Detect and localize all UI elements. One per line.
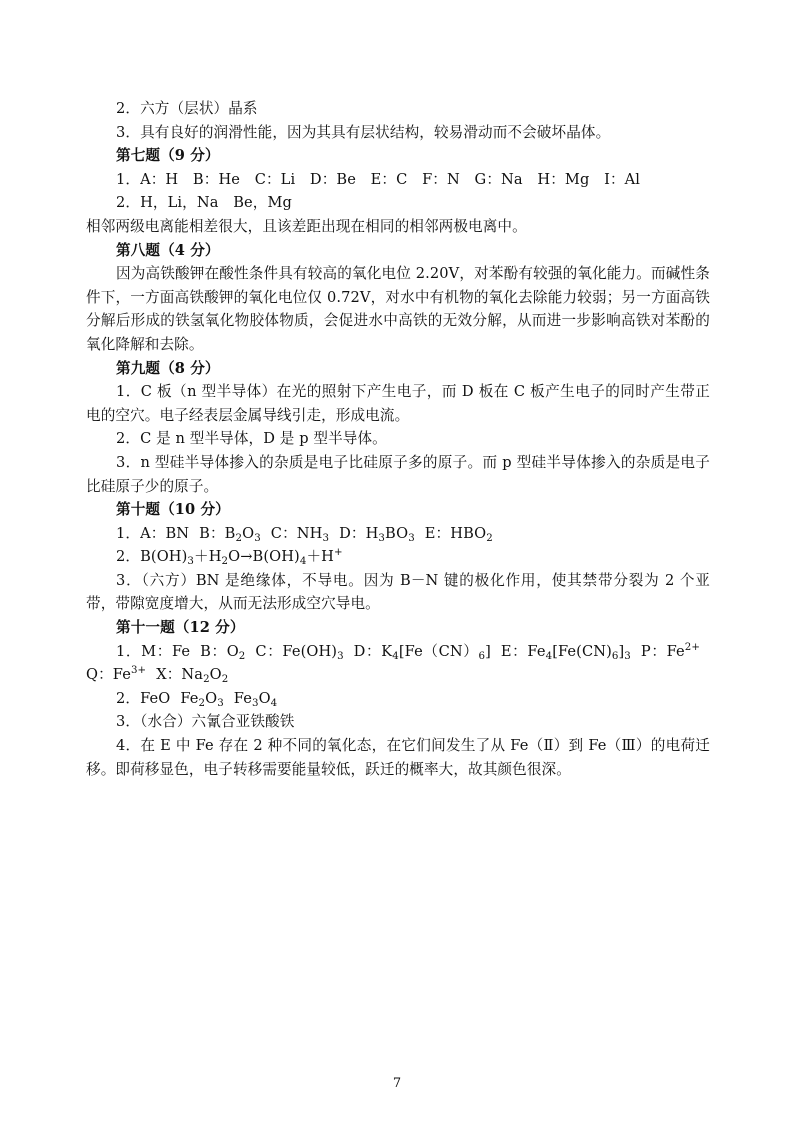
q10-b-formula: $B_2O_3$ — [224, 524, 261, 544]
question10-item1 — [86, 522, 710, 546]
q11-x: X：$Na_2O_2$ — [156, 666, 229, 686]
q10-a-label: A： — [140, 524, 166, 542]
question8-body: 因为高铁酸钾在酸性条件具有较高的氧化电位 2.20V，对苯酚有较强的氧化能力。而碱性条件下，一方面高铁酸钾的氧化电位仅 0.72V，对水中有机物的氧化去除能力较弱；另一方面高铁分解后形成的铁氢氧化物胶体物质，会促进水中高铁的无效分解，从而进一步影响高铁对苯酚的氧化降解和去除。 — [86, 265, 710, 353]
question9-item3: 3．n 型硅半导体掺入的杂质是电子比硅原子多的原子。而 p 型硅半导体掺入的杂质是电子比硅原子少的原子。 — [86, 453, 710, 495]
question10-heading: 第十题（10 分） — [116, 501, 230, 519]
q10-equation: $B(OH)_3+H_2O\to B(OH)_4+H^+$ — [140, 547, 343, 568]
q11-feo: FeO — [140, 689, 171, 707]
question10-item2: 2．$B(OH)_3+H_2O\to B(OH)_4+H^+$ — [116, 547, 343, 568]
section6-item3: 3．具有良好的润滑性能，因为其具有层状结构，较易滑动而不会破坏晶体。 — [116, 123, 611, 141]
q10-c-formula: $NH_3$ — [296, 524, 330, 544]
q11-e: E：$Fe_4[Fe(CN)_6]_3$ — [500, 642, 631, 662]
q10-d-label: D： — [339, 524, 366, 542]
document-body — [86, 97, 710, 781]
question11-item3: 3．（水合）六氰合亚铁酸铁 — [116, 713, 295, 731]
question9-item1: 1．C 板（n 型半导体）在光的照射下产生电子，而 D 板在 C 板产生电子的同时产生带正电的空穴。电子经表层金属导线引走，形成电流。 — [86, 383, 710, 424]
q11-d: D：$K_4[Fe(CN)_6]$ — [353, 642, 491, 662]
question11-heading: 第十一题（12 分） — [116, 619, 245, 637]
question11-item2: 2．FeO $Fe_2O_3$ $Fe_3O_4$ — [116, 689, 278, 709]
q10-d-formula: $H_3BO_3$ — [365, 524, 415, 544]
q11-q: Q：$Fe^{3+}$ — [86, 665, 147, 684]
q11-fe2o3: $Fe_2O_3$ — [180, 689, 224, 709]
q10-a-formula: BN — [165, 524, 190, 542]
question11-item4: 4．在 E 中 Fe 存在 2 种不同的氧化态，在它们间发生了从 Fe（Ⅱ）到 Fe（Ⅲ）的电荷迁移。即荷移显色，电子转移需要能量较低，跃迁的概率大，故其颜色很深。 — [86, 737, 710, 778]
question8-heading: 第八题（4 分） — [116, 241, 220, 259]
section6-item2: 2．六方（层状）晶系 — [116, 100, 258, 117]
question9-item2: 2．C 是 n 型半导体，D 是 p 型半导体。 — [116, 430, 387, 448]
q10-e-label: E： — [424, 524, 451, 542]
q11-p: P：$Fe^{2+}$ — [640, 641, 700, 660]
q11-b: B：$O_2$ — [200, 642, 246, 662]
q10-b-label: B： — [199, 524, 225, 542]
question9-heading: 第九题（8 分） — [116, 359, 220, 377]
question10-item3: 3．（六方）BN 是绝缘体，不导电。因为 B－N 键的极化作用，使其禁带分裂为 2 个亚带，带隙宽度增大，从而无法形成空穴导电。 — [86, 571, 710, 613]
question7-item2: 2．H，Li，Na Be，Mg — [116, 194, 292, 212]
q11-m: M：Fe — [141, 642, 191, 660]
question7-heading: 第七题（9 分） — [116, 147, 220, 165]
page-number: 7 — [392, 1076, 402, 1091]
q10-c-label: C： — [270, 524, 297, 542]
question7-item1: 1．A：H B：He C：Li D：Be E：C F：N G：Na H：Mg I：Al — [116, 170, 641, 188]
q11-c: C：$Fe(OH)_3$ — [255, 642, 344, 662]
question11-item1: 1．M：Fe B：$O_2$ C：$Fe(OH)_3$ D：$K_4[Fe(CN)_6]$ E：$Fe_4[Fe(CN)_6]_3$ P：$Fe^{2+}Q$：$Fe^{3+}$ X：$Na_2O_2$ — [86, 641, 700, 686]
q10-item1-prefix: 1． — [116, 524, 141, 542]
q11-fe3o4: $Fe_3O_4$ — [233, 689, 278, 709]
question7-note: 相邻两级电离能相差很大，且该差距出现在相同的相邻两极电离中。 — [86, 217, 527, 235]
q10-e-formula: $HBO_2$ — [450, 524, 493, 544]
